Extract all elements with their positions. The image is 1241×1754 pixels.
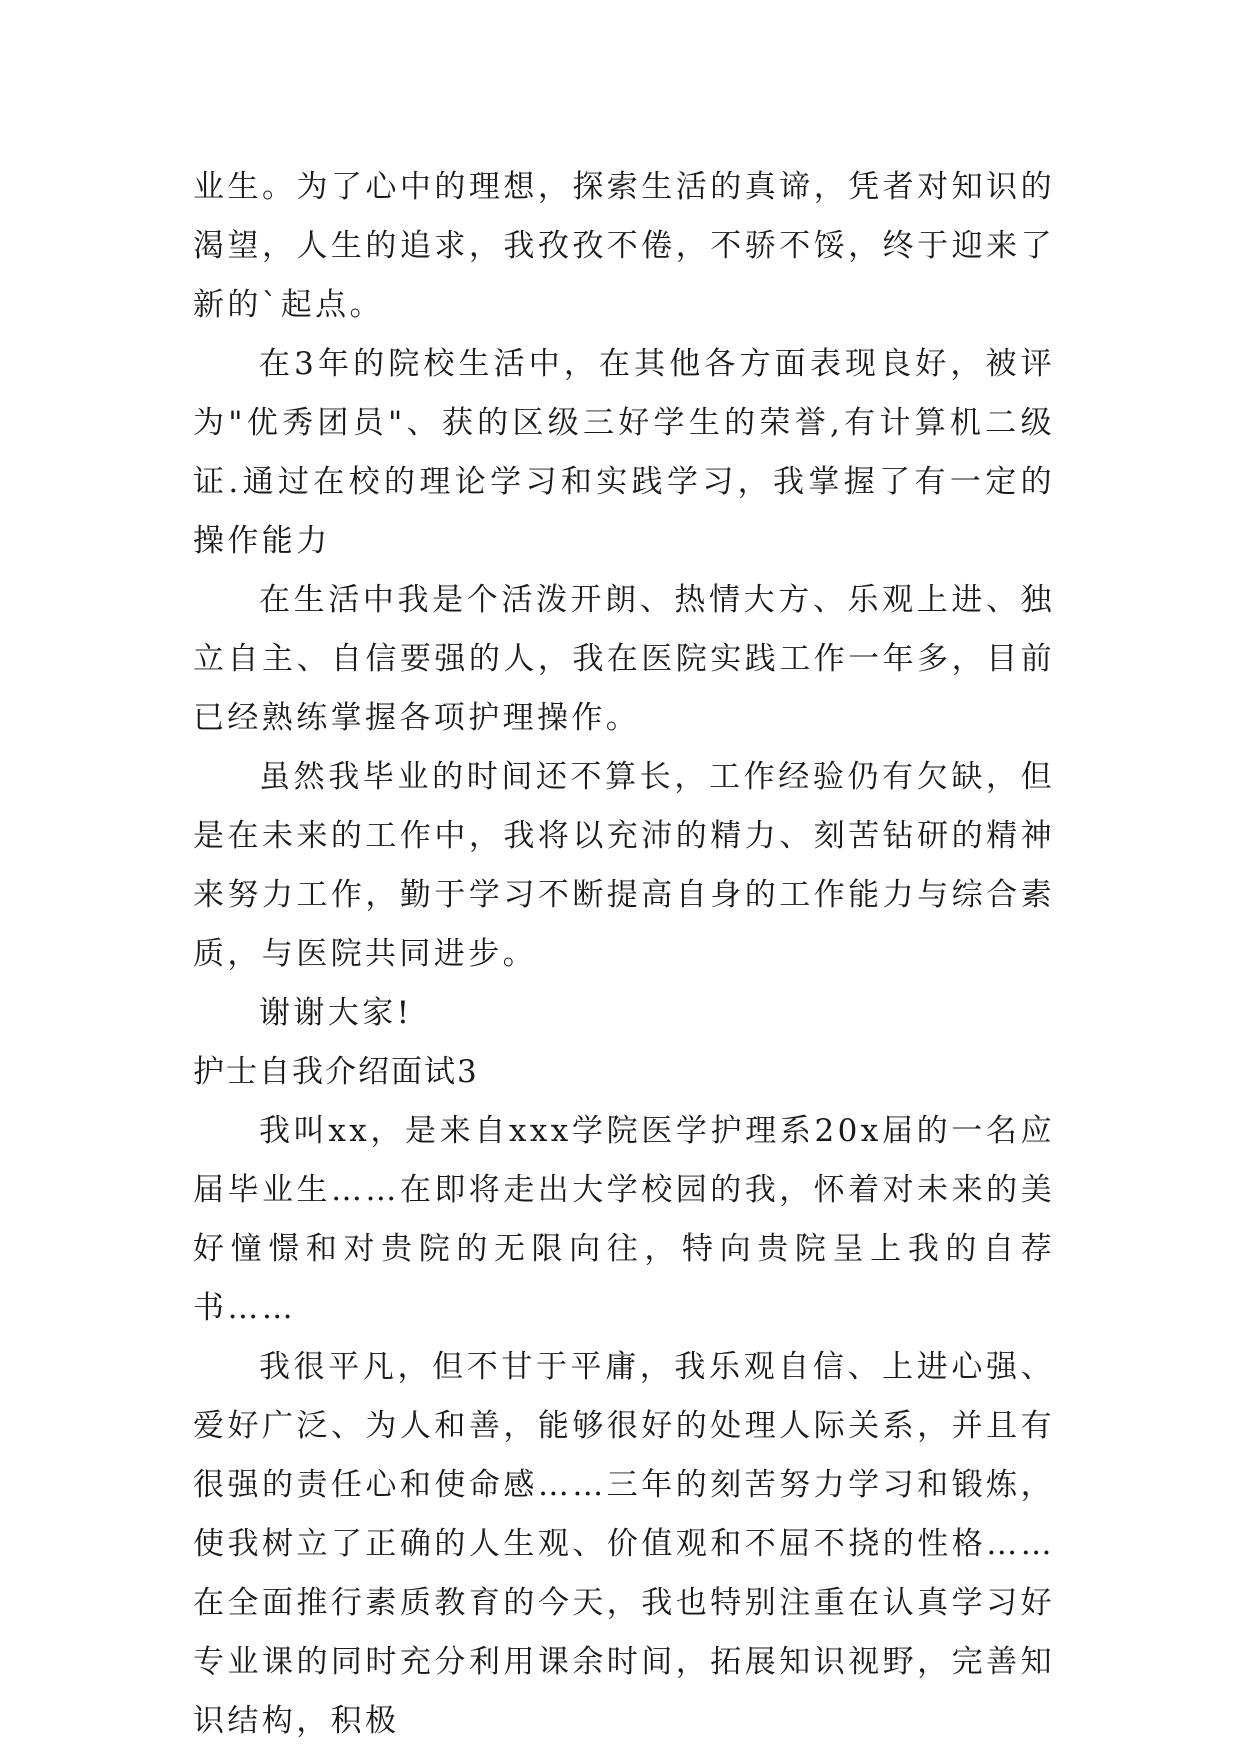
section-title: 护士自我介绍面试3: [193, 1054, 479, 1090]
paragraph-future-work: 虽然我毕业的时间还不算长，工作经验仍有欠缺，但是在未来的工作中，我将以充沛的精力、刻苦钻研的精神来努力工作，勤于学习不断提高自身的工作能力与综合素质，与医院共同进步。: [193, 759, 1055, 972]
paragraph-character: 我很平凡，但不甘于平庸，我乐观自信、上进心强、爱好广泛、为人和善，能够很好的处理人际关系，并且有很强的责任心和使命感……三年的刻苦努力学习和锻炼，使我树立了正确的人生观、价值观和不屈不挠的性格……在全面推行素质教育的今天，我也特别注重在认真学习好专业课的同时充分利用课余时间，拓展知识视野，完善知识结构，积极: [193, 1349, 1055, 1739]
document-body: [193, 158, 1055, 1751]
paragraph-introduction: 我叫xx，是来自xxx学院医学护理系20x届的一名应届毕业生……在即将走出大学校园的我，怀着对未来的美好憧憬和对贵院的无限向往，特向贵院呈上我的自荐书……: [193, 1113, 1055, 1326]
paragraph-school-life: 在3年的院校生活中，在其他各方面表现良好，被评为"优秀团员"、获的区级三好学生的荣誉,有计算机二级证.通过在校的理论学习和实践学习，我掌握了有一定的操作能力: [193, 346, 1055, 559]
paragraph-continuation: 业生。为了心中的理想，探索生活的真谛，凭者对知识的渴望，人生的追求，我孜孜不倦，不骄不馁，终于迎来了新的`起点。: [193, 169, 1055, 323]
paragraph-personality: 在生活中我是个活泼开朗、热情大方、乐观上进、独立自主、自信要强的人，我在医院实践工作一年多，目前已经熟练掌握各项护理操作。: [193, 582, 1055, 736]
paragraph-thanks: 谢谢大家!: [259, 995, 413, 1031]
